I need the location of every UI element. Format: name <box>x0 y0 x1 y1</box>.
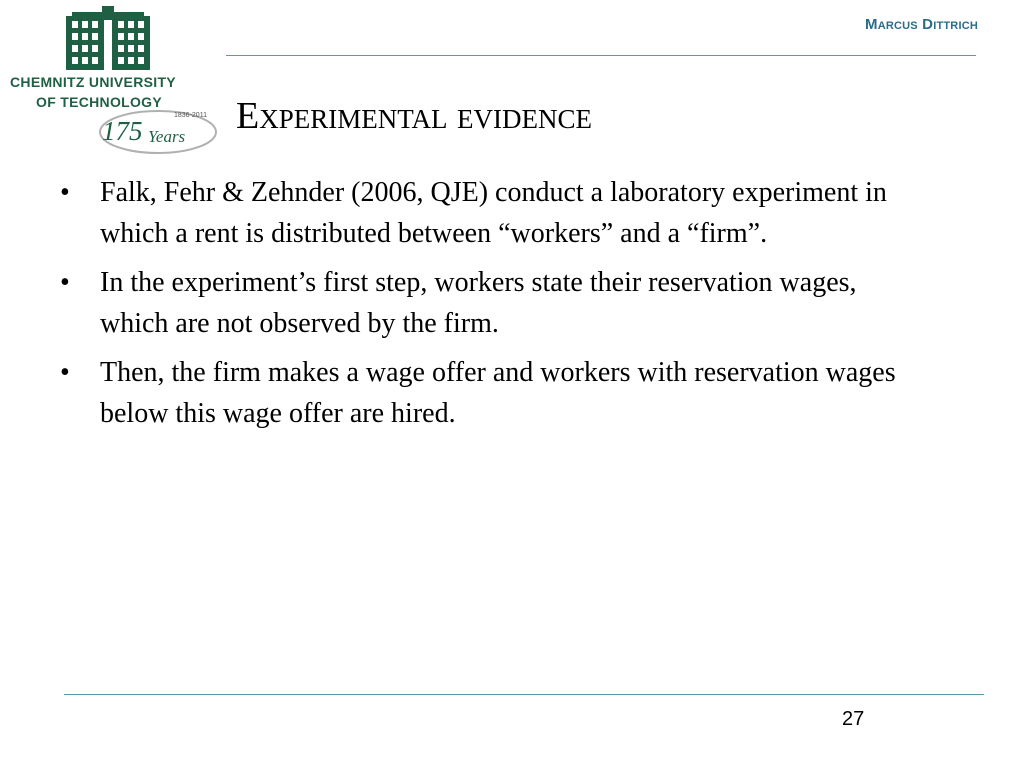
logo-university-name: CHEMNITZ UNIVERSITY <box>10 74 176 90</box>
logo-years-word: Years <box>148 127 186 146</box>
bullet-list <box>58 172 918 442</box>
logo-university-subname: OF TECHNOLOGY <box>36 94 163 110</box>
university-logo <box>8 6 220 156</box>
footer-divider <box>64 694 984 695</box>
bullet-icon: • <box>60 267 70 298</box>
slide-title: Experimental evidence <box>236 95 593 137</box>
page-number: 27 <box>842 708 865 730</box>
bullet-item <box>58 262 918 344</box>
bullet-text: Then, the firm makes a wage offer and workers with reservation wages below this wage offer are hired. <box>100 357 896 429</box>
author-name: Marcus Dittrich <box>865 16 978 33</box>
logo-years-number: 175 <box>102 116 143 146</box>
logo-years-range: 1836-2011 <box>174 112 207 119</box>
bullet-item <box>58 352 918 434</box>
bullet-icon: • <box>60 177 70 208</box>
header-divider <box>226 55 976 56</box>
bullet-text: Falk, Fehr & Zehnder (2006, QJE) conduct a laboratory experiment in which a rent is distributed between “workers” and a “firm”. <box>100 177 887 249</box>
bullet-text: In the experiment’s first step, workers state their reservation wages, which are not observed by the firm. <box>100 267 857 339</box>
bullet-item <box>58 172 918 254</box>
bullet-icon: • <box>60 357 70 388</box>
university-building-icon <box>62 6 154 70</box>
